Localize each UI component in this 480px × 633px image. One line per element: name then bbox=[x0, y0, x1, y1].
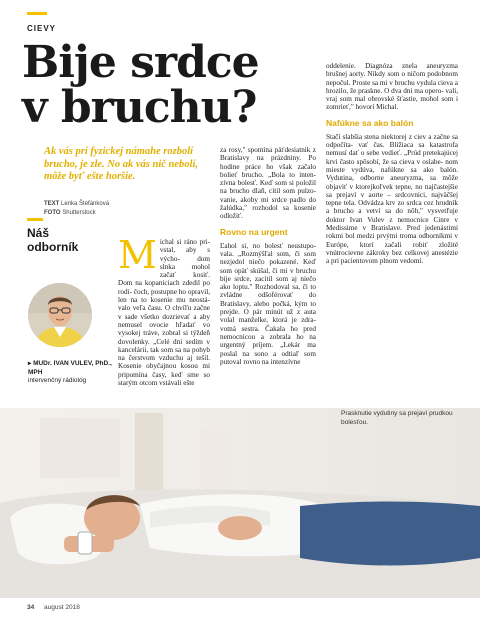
article-column-3 bbox=[326, 62, 458, 266]
expert-name-block bbox=[28, 360, 113, 386]
expert-role: intervenčný rádiológ bbox=[28, 377, 87, 384]
credit-text-author: Lenka Štefánková bbox=[61, 201, 110, 207]
dropcap: M bbox=[118, 233, 157, 277]
credits bbox=[44, 200, 109, 218]
photo-caption: Prasknutie vydutiny sa prejaví prudkou bolesťou. bbox=[341, 410, 453, 426]
man-on-sofa-photo bbox=[0, 408, 480, 598]
credit-photo-label: FOTO bbox=[44, 210, 61, 216]
expert-name-text: MUDr. IVAN VULEV, PhD., MPH bbox=[28, 360, 112, 376]
subhead-nafukne-sa: Nafúkne sa ako balón bbox=[326, 117, 414, 128]
expert-rule bbox=[27, 218, 43, 221]
page-number: 34 bbox=[27, 604, 35, 611]
expert-label-line-2: odborník bbox=[27, 240, 79, 254]
lead-paragraph: Ak vás pri fyzickej námahe rozbolí brucho, je zle. No ak vás nič nebolí, môže byť ešte horšie. bbox=[44, 146, 198, 182]
section-label: CIEVY bbox=[27, 24, 57, 33]
expert-label-line-1: Náš bbox=[27, 226, 50, 240]
credit-text-label: TEXT bbox=[44, 201, 60, 207]
main-photo bbox=[0, 408, 480, 598]
issue-date: august 2018 bbox=[44, 604, 80, 611]
article-column-1 bbox=[118, 233, 210, 388]
portrait-image bbox=[28, 283, 92, 347]
column-1-text: ichal si ráno pri- vstal, aby s výcho- dom slnka mohol začať kosiť. Dom na kopaniciach zdedil po rodi- čoch, postupne ho opravil, len na to kosenie mu neostá- valo veľa času. O chvíľu začne v sade všetko dozrievať a aby nemusel ovocie hľadať vo vysokej tráve, zobral si týždeň dovolenky. „Celé dni sedím v kancelárii, tak som sa na pohyb na čerstvom vzduchu aj tešil. Kosenie obyčajnou kosou mi pripomína časy, keď sme so starým otcom vstávali ešte bbox=[118, 238, 210, 388]
column-3-text-top: oddelenie. Diagnóza znela aneuryzma brušnej aorty. Nikdy som o ničom podobnom nepočul. Proste sa mi v bruchu vydula cieva a hrozilo, že praskne. O dva dni ma opero- vali, vraj som mal obrovské šťastie, mohol som i zomrieť," hovorí Michal. bbox=[326, 62, 458, 112]
headline-line-1: Bije srdce bbox=[22, 37, 259, 88]
column-3-text-bottom: Stačí slabšia stena niektorej z ciev a začne sa odpočíta- vať čas. Blížiaca sa katastrofa nemusí dať o sebe vedieť. „Prúd pretekajúcej krvi často spôsobí, že sa cieva v oslabe- nom mieste vydúva, nafúkne sa ako balón. Vydutina, odborne aneuryzma, sa môže objaviť v ktorejkoľvek tepne, no najčastejšie sa prejaví v aorte – srdcovnici, najväčšej tepne tela. Odvádza krv zo srdca cez hrudník a brucho a vetví sa do nôh," vysvetľuje doktor Ivan Vulev z nemocnice Cinre v Medissime v Bratislave. Pred jedenástimi rokmi bol medzi prvými troma odborníkmi v Európe, ktorí začali robiť zložité vnútrocievne zákroky bez celkovej anestézie a pri pacientovom plnom vedomí. bbox=[326, 132, 458, 266]
column-2-text-top: za rosy," spomína päťdesiatnik z Bratislavy na prázdniny. Po hodine práce ho však začalo bolieť brucho. „Bola to inten- zívna bolesť. Keď som si položil na brucho dlaň, cítil som pulzo- vanie, akoby mi srdce padlo do žalúdka," rozhodol sa kosenie odložiť. bbox=[220, 146, 316, 221]
expert-avatar bbox=[28, 283, 92, 347]
article-column-2 bbox=[220, 146, 316, 366]
expert-name: ▸ MUDr. IVAN VULEV, PhD., MPH bbox=[28, 360, 112, 376]
credit-photo-source: Shutterstock bbox=[62, 210, 96, 216]
page-footer bbox=[27, 604, 80, 611]
subhead-rovno-na-urgent: Rovno na urgent bbox=[220, 226, 288, 237]
section-rule bbox=[27, 12, 47, 15]
headline-line-2: v bruchu? bbox=[22, 82, 257, 133]
column-2-text-bottom: Ľahol si, no bolesť neustupo- vala. „Rozmýšľal som, či som nezjedol niečo pokazené. Keď som opäť skúšal, či mi v bruchu bije srdce, zacítil som aj niečo ako loptu." Rozhodoval sa, či to zvládne odšoférovať do Bratislavy, alebo počká, kým to prejde. O pár minút už z auta volal manželke, ktorá je zdra- votná sestra. Čakala ho pred nemocnicou a zobrala ho na urgentný príjem. „Lekár ma poslal na sono a odtiaľ som putoval rovno na intenzívne bbox=[220, 241, 316, 366]
headline bbox=[22, 37, 282, 133]
expert-label bbox=[27, 226, 107, 254]
